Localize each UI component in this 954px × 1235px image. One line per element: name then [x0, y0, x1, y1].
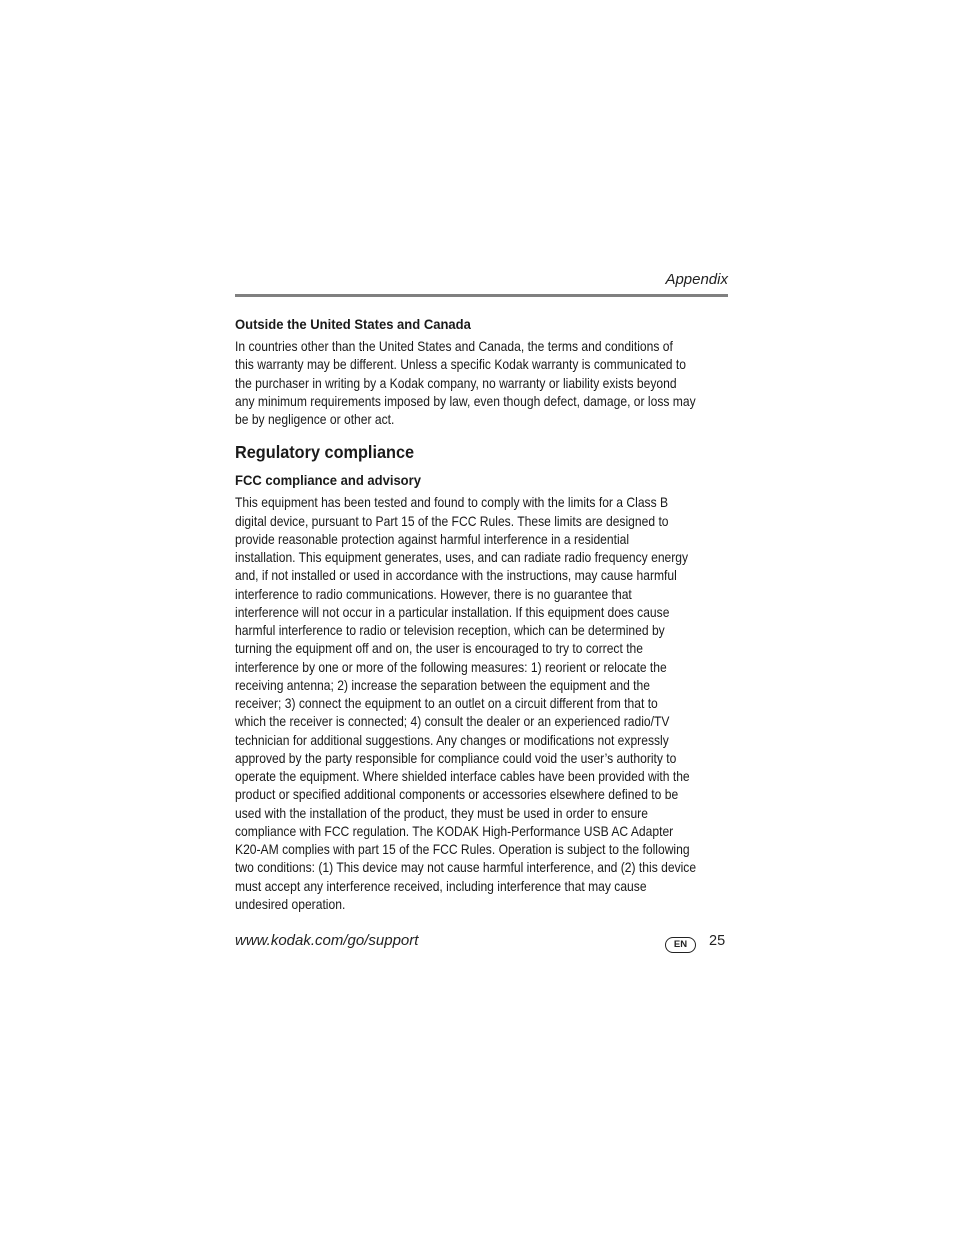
heading-regulatory-compliance: Regulatory compliance	[235, 442, 415, 463]
paragraph-line: operate the equipment. Where shielded interface cables have been provided with the	[235, 769, 690, 784]
page-number: 25	[709, 933, 726, 949]
paragraph-line: which the receiver is connected; 4) consult the dealer or an experienced radio/TV	[235, 714, 670, 730]
paragraph-line: interference will not occur in a particular installation. If this equipment does cause	[235, 604, 670, 620]
paragraph-line: In countries other than the United States and Canada, the terms and conditions of	[235, 339, 673, 354]
paragraph-line: harmful interference to radio or television reception, which can be determined by	[235, 623, 665, 638]
paragraph-line: This equipment has been tested and found to comply with the limits for a Class B	[235, 495, 669, 511]
support-url-link[interactable]: www.kodak.com/go/support	[235, 932, 419, 949]
running-head: Appendix	[665, 271, 728, 288]
paragraph-line: must accept any interference received, including interference that may cause	[235, 878, 647, 894]
paragraph-line: two conditions: (1) This device may not cause harmful interference, and (2) this device	[235, 860, 697, 876]
paragraph-line: product or specified additional components or accessories elsewhere defined to be	[235, 787, 679, 803]
paragraph-fcc	[235, 494, 728, 914]
header-rule	[235, 294, 728, 297]
section-title-fcc: FCC compliance and advisory	[235, 472, 421, 489]
paragraph-line: receiving antenna; 2) increase the separation between the equipment and the	[235, 677, 651, 693]
paragraph-line: K20-AM complies with part 15 of the FCC Rules. Operation is subject to the following	[235, 842, 690, 857]
paragraph-line: interference by one or more of the following measures: 1) reorient or relocate the	[235, 659, 667, 675]
paragraph-line: undesired operation.	[235, 896, 346, 912]
paragraph-line: approved by the party responsible for compliance could void the user’s authority to	[235, 750, 677, 766]
page-content	[235, 270, 728, 914]
page-footer	[235, 930, 728, 954]
paragraph-line: used with the installation of the product, they must be used in order to ensure	[235, 805, 648, 821]
paragraph-line: provide reasonable protection against harmful interference in a residential	[235, 531, 630, 547]
paragraph-line: interference to radio communications. However, there is no guarantee that	[235, 586, 632, 602]
paragraph-line: technician for additional suggestions. Any changes or modifications not expressly	[235, 732, 669, 748]
paragraph-line: installation. This equipment generates, uses, and can radiate radio frequency energy	[235, 550, 689, 565]
paragraph-line: this warranty may be different. Unless a specific Kodak warranty is communicated to	[235, 357, 686, 373]
paragraph-line: receiver; 3) connect the equipment to an outlet on a circuit different from that to	[235, 696, 658, 711]
language-badge: EN	[665, 937, 696, 953]
paragraph-line: and, if not installed or used in accordance with the instructions, may cause harmful	[235, 568, 677, 584]
section-title-outside-us: Outside the United States and Canada	[235, 316, 471, 332]
paragraph-line: compliance with FCC regulation. The KODAK High-Performance USB AC Adapter	[235, 823, 674, 839]
paragraph-line: turning the equipment off and on, the user is encouraged to try to correct the	[235, 641, 644, 657]
paragraph-outside-us	[235, 338, 728, 429]
paragraph-line: the purchaser in writing by a Kodak company, no warranty or liability exists beyond	[235, 375, 677, 391]
paragraph-line: any minimum requirements imposed by law, even though defect, damage, or loss may	[235, 393, 696, 409]
paragraph-line: digital device, pursuant to Part 15 of the FCC Rules. These limits are designed to	[235, 513, 669, 529]
paragraph-line: be by negligence or other act.	[235, 412, 395, 427]
